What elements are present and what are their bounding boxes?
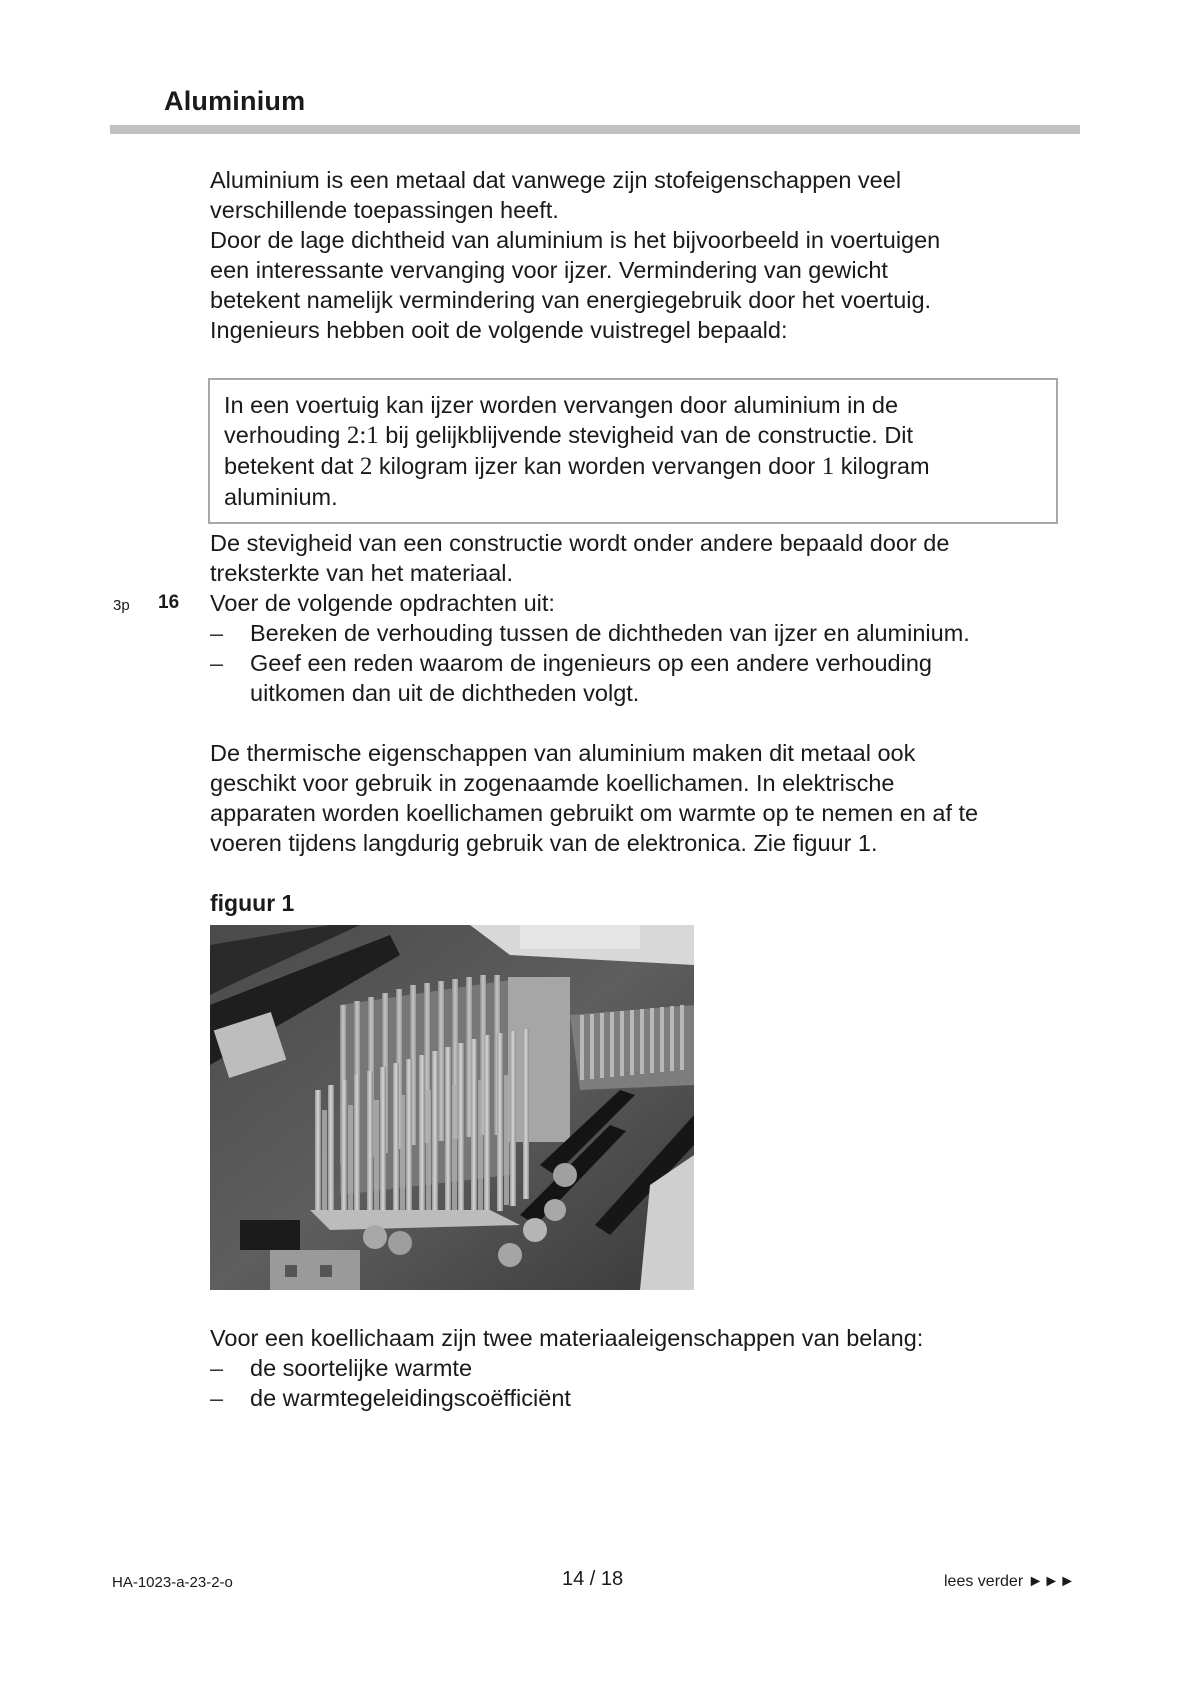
task-item	[210, 618, 1060, 648]
properties-intro: Voor een koellichaam zijn twee materiaaleigenschappen van belang:	[210, 1325, 924, 1351]
property-item	[210, 1383, 1060, 1413]
thermal-line: apparaten worden koellichamen gebruikt om warmte op te nemen en af te	[210, 800, 979, 826]
task-text: uitkomen dan uit de dichtheden volgt.	[250, 680, 640, 706]
heatsink-photo-icon	[210, 925, 694, 1290]
intro-paragraph	[210, 165, 1060, 345]
question-number: 16	[158, 592, 180, 613]
rule-line: In een voertuig kan ijzer worden vervangen door aluminium in de	[224, 392, 899, 418]
strength-line: De stevigheid van een constructie wordt onder andere bepaald door de	[210, 530, 950, 556]
section-divider	[110, 125, 1080, 134]
rule-text: verhouding	[224, 422, 347, 448]
task-item	[210, 648, 1060, 708]
intro-line: een interessante vervanging voor ijzer. Vermindering van gewicht	[210, 257, 888, 283]
dash-bullet-icon: –	[210, 1385, 224, 1411]
rule-text: betekent dat	[224, 453, 360, 479]
rule-text: bij gelijkblijvende stevigheid van de constructie. Dit	[378, 422, 914, 448]
property-item	[210, 1353, 1060, 1383]
figure-label: figuur 1	[210, 890, 295, 916]
intro-line: verschillende toepassingen heeft.	[210, 197, 559, 223]
page-number: 14 / 18	[562, 1568, 624, 1590]
iron-mass-value: 2	[359, 453, 373, 480]
thermal-paragraph	[210, 738, 1060, 858]
property-text: de warmtegeleidingscoëfficiënt	[250, 1385, 571, 1411]
strength-line: treksterkte van het materiaal.	[210, 560, 514, 586]
figure-heatsink-photo	[210, 925, 694, 1290]
rule-of-thumb-box	[208, 378, 1058, 524]
rule-line	[224, 451, 1042, 482]
intro-line: Ingenieurs hebben ooit de volgende vuistregel bepaald:	[210, 317, 788, 343]
dash-bullet-icon: –	[210, 620, 224, 646]
question-prompt: Voer de volgende opdrachten uit:	[210, 590, 555, 616]
question-points: 3p	[113, 597, 130, 614]
intro-line: Door de lage dichtheid van aluminium is het bijvoorbeeld in voertuigen	[210, 227, 941, 253]
task-text: Bereken de verhouding tussen de dichtheden van ijzer en aluminium.	[250, 620, 970, 646]
thermal-line: geschikt voor gebruik in zogenaamde koellichamen. In elektrische	[210, 770, 895, 796]
intro-line: Aluminium is een metaal dat vanwege zijn stofeigenschappen veel	[210, 167, 902, 193]
rule-line	[224, 420, 1042, 451]
ratio-value: 2:1	[346, 422, 379, 449]
property-text: de soortelijke warmte	[250, 1355, 473, 1381]
task-text: Geef een reden waarom de ingenieurs op een andere verhouding	[250, 650, 932, 676]
rule-text: kilogram ijzer kan worden vervangen door	[372, 453, 822, 479]
intro-line: betekent namelijk vermindering van energiegebruik door het voertuig.	[210, 287, 932, 313]
rule-text: kilogram	[834, 453, 930, 479]
continue-indicator: lees verder ►►►	[944, 1573, 1076, 1590]
exam-code: HA-1023-a-23-2-o	[112, 1574, 233, 1591]
thermal-line: De thermische eigenschappen van aluminium maken dit metaal ook	[210, 740, 916, 766]
aluminium-mass-value: 1	[821, 453, 835, 480]
section-title: Aluminium	[164, 86, 306, 116]
question-block	[210, 588, 1060, 708]
properties-block	[210, 1323, 1060, 1413]
strength-paragraph	[210, 528, 1060, 588]
rule-line: aluminium.	[224, 484, 338, 510]
thermal-line: voeren tijdens langdurig gebruik van de elektronica. Zie figuur 1.	[210, 830, 878, 856]
dash-bullet-icon: –	[210, 650, 224, 676]
dash-bullet-icon: –	[210, 1355, 224, 1381]
